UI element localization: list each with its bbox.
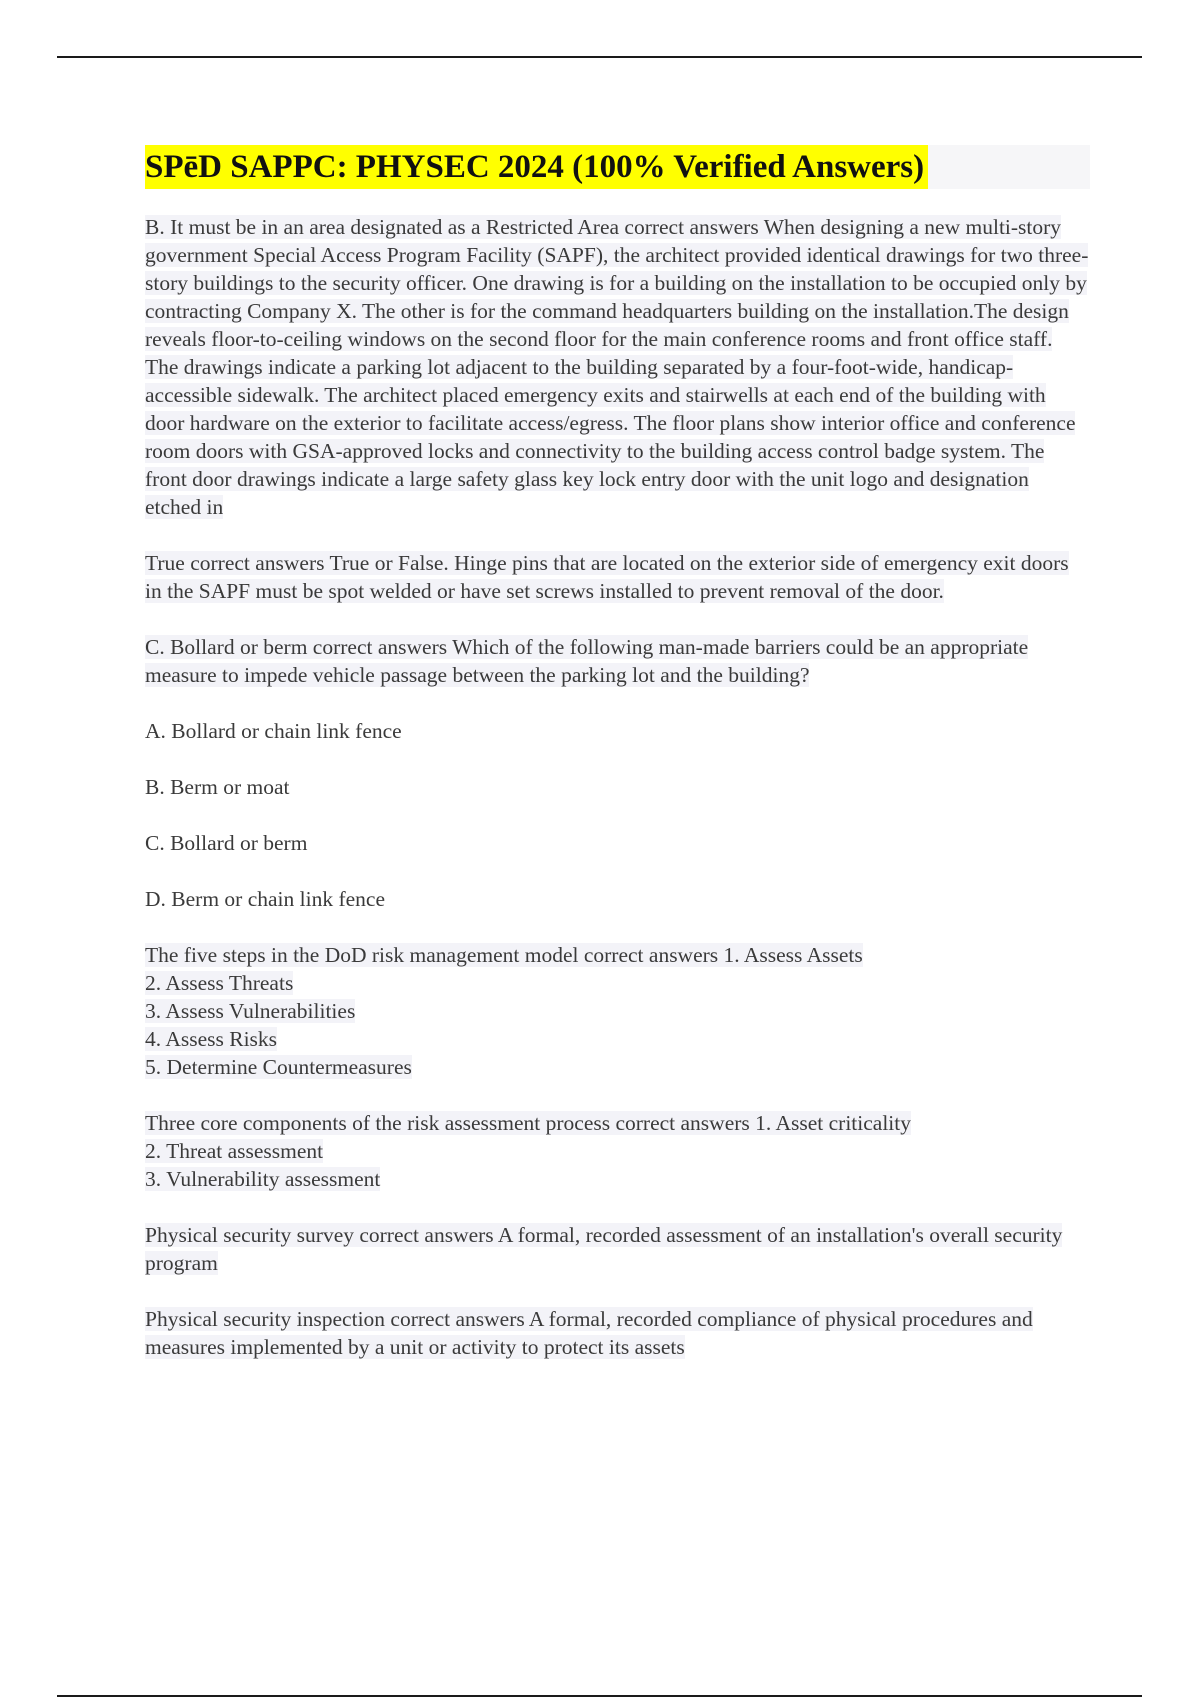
title-band xyxy=(145,145,1090,189)
list-item: 5. Determine Countermeasures xyxy=(145,1055,412,1079)
option-a: A. Bollard or chain link fence xyxy=(145,719,402,743)
top-rule xyxy=(57,56,1142,58)
document-body xyxy=(145,145,1090,1389)
qa-item-risk-assessment-components xyxy=(145,1109,1090,1193)
page-title: SPēD SAPPC: PHYSEC 2024 (100% Verified Answers) xyxy=(145,145,928,189)
list-item: 2. Threat assessment xyxy=(145,1139,324,1163)
qa-item-restricted-area xyxy=(145,213,1090,521)
bottom-rule xyxy=(57,1695,1142,1697)
qa-item-hinge-pins xyxy=(145,549,1090,605)
qa-item-barriers xyxy=(145,633,1090,689)
list-item: 4. Assess Risks xyxy=(145,1027,278,1051)
qa-item-security-inspection xyxy=(145,1305,1090,1361)
option-d: D. Berm or chain link fence xyxy=(145,887,385,911)
list-item: 2. Assess Threats xyxy=(145,971,294,995)
qa-item-security-survey xyxy=(145,1221,1090,1277)
list-item: Three core components of the risk assessment process correct answers 1. Asset criticality xyxy=(145,1111,911,1135)
qa-text: B. It must be in an area designated as a Restricted Area correct answers When designing a new multi-story government Special Access Program Facility (SAPF), the architect provided identical drawings for two three-story buildings to the security officer. One drawing is for a building on the installation to be occupied only by contracting Company X. The other is for the command headquarters building on the installation.The design reveals floor-to-ceiling windows on the second floor for the main conference rooms and front office staff. The drawings indicate a parking lot adjacent to the building separated by a four-foot-wide, handicap-accessible sidewalk. The architect placed emergency exits and stairwells at each end of the building with door hardware on the exterior to facilitate access/egress. The floor plans show interior office and conference room doors with GSA-approved locks and connectivity to the building access control badge system. The front door drawings indicate a large safety glass key lock entry door with the unit logo and designation etched in xyxy=(145,215,1089,519)
qa-text: C. Bollard or berm correct answers Which of the following man-made barriers could be an appropriate measure to impede vehicle passage between the parking lot and the building? xyxy=(145,635,1029,687)
qa-item-risk-management-steps xyxy=(145,941,1090,1081)
list-item: 3. Assess Vulnerabilities xyxy=(145,999,356,1023)
option-c: C. Bollard or berm xyxy=(145,831,308,855)
qa-text: Physical security inspection correct answers A formal, recorded compliance of physical procedures and measures implemented by a unit or activity to protect its assets xyxy=(145,1307,1033,1359)
qa-text: True correct answers True or False. Hinge pins that are located on the exterior side of emergency exit doors in the SAPF must be spot welded or have set screws installed to prevent removal of the door. xyxy=(145,551,1069,603)
qa-text: Physical security survey correct answers A formal, recorded assessment of an installation's overall security program xyxy=(145,1223,1063,1275)
option-b: B. Berm or moat xyxy=(145,775,290,799)
list-item: 3. Vulnerability assessment xyxy=(145,1167,381,1191)
list-item: The five steps in the DoD risk management model correct answers 1. Assess Assets xyxy=(145,943,863,967)
